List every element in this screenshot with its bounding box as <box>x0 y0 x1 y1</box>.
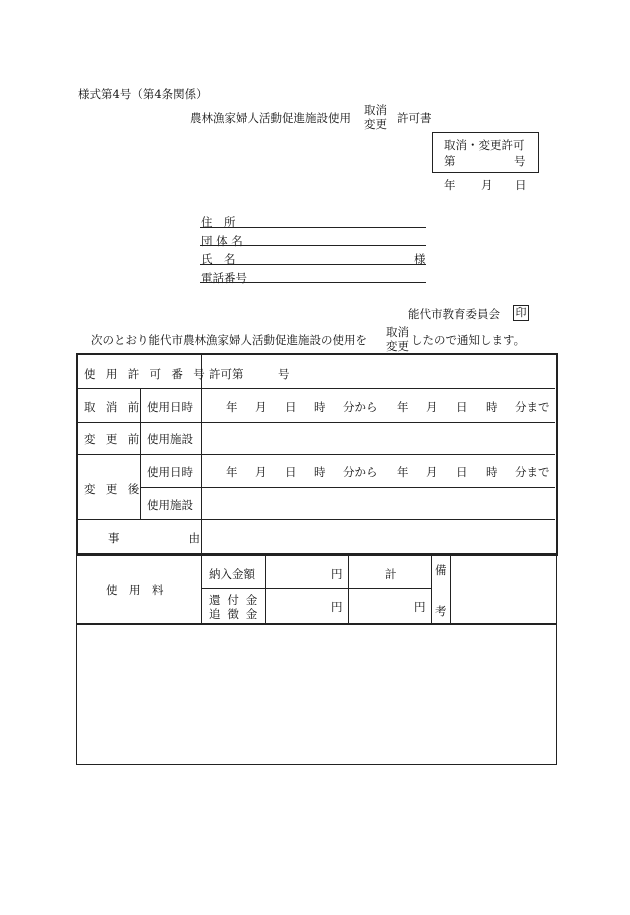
date-month: 月 <box>481 178 493 192</box>
address-label: 住 所 <box>201 215 236 229</box>
from-month: 月 <box>255 400 267 414</box>
title-options <box>364 103 387 131</box>
to-minute: 分まで <box>515 465 550 479</box>
to-day: 日 <box>456 465 468 479</box>
before-cancel-label: 取消前 <box>84 400 150 414</box>
from-hour: 時 <box>314 400 326 414</box>
reason-label: 事 由 <box>108 531 229 545</box>
org-name-label: 団 体 名 <box>201 234 243 248</box>
permit-number-label: 使用許可番号 <box>84 367 216 381</box>
fee-label: 使 用 料 <box>106 583 164 597</box>
title-suffix: 許可書 <box>397 111 432 125</box>
address-underline <box>200 227 426 228</box>
seal-stamp: 印 <box>513 305 529 321</box>
to-day: 日 <box>456 400 468 414</box>
use-datetime-label: 使用日時 <box>147 400 193 414</box>
after-change-label: 変更後 <box>84 482 150 496</box>
permit-box-prefix: 第 <box>444 154 456 168</box>
from-minute: 分から <box>343 400 378 414</box>
payment-amount-label: 納入金額 <box>209 567 255 581</box>
from-year: 年 <box>226 400 238 414</box>
permit-box-suffix: 号 <box>514 154 526 168</box>
issuer-name: 能代市教育委員会 <box>408 307 500 321</box>
from-day: 日 <box>285 400 297 414</box>
remarks-label-bottom: 考 <box>435 604 447 618</box>
payment-yen-unit: 円 <box>331 567 343 581</box>
from-month: 月 <box>255 465 267 479</box>
notice-option-change: 変更 <box>386 339 409 353</box>
from-hour: 時 <box>314 465 326 479</box>
title-option-change: 変更 <box>364 117 387 131</box>
honorific: 様 <box>414 252 426 266</box>
notice-suffix: したので通知します。 <box>411 333 526 347</box>
to-year: 年 <box>397 400 409 414</box>
phone-underline <box>200 282 426 283</box>
use-datetime-label: 使用日時 <box>147 465 193 479</box>
to-month: 月 <box>426 465 438 479</box>
notice-option-cancel: 取消 <box>386 325 409 339</box>
permit-box-label: 取消・変更許可 <box>444 138 525 152</box>
title-option-cancel: 取消 <box>364 103 387 117</box>
notice-options <box>386 325 409 353</box>
to-hour: 時 <box>486 400 498 414</box>
to-minute: 分まで <box>515 400 550 414</box>
row-divider <box>77 454 555 455</box>
from-minute: 分から <box>343 465 378 479</box>
date-year: 年 <box>444 178 456 192</box>
row-divider <box>77 422 555 423</box>
phone-label: 電話番号 <box>201 271 247 285</box>
blank-area <box>76 623 557 765</box>
org-name-underline <box>200 245 426 246</box>
name-label: 氏 名 <box>201 252 236 266</box>
row-divider <box>202 588 431 589</box>
total-label: 計 <box>385 567 397 581</box>
refund-yen-unit: 円 <box>331 600 343 614</box>
to-month: 月 <box>426 400 438 414</box>
col-divider <box>201 354 202 553</box>
col-divider <box>450 554 451 623</box>
date-day: 日 <box>515 178 527 192</box>
row-divider <box>140 487 555 488</box>
to-year: 年 <box>397 465 409 479</box>
from-day: 日 <box>285 465 297 479</box>
row-divider <box>77 388 555 389</box>
from-year: 年 <box>226 465 238 479</box>
additional-fee-label: 追徴金 <box>209 607 265 621</box>
to-hour: 時 <box>486 465 498 479</box>
remarks-label-top: 備 <box>435 563 447 577</box>
name-underline <box>200 264 426 265</box>
permit-number-value: 許可第 号 <box>209 367 290 381</box>
col-divider <box>431 554 432 623</box>
document-title: 農林漁家婦人活動促進施設使用 <box>190 111 351 125</box>
refund-label: 還付金 <box>209 593 265 607</box>
use-facility-label: 使用施設 <box>147 432 193 446</box>
row-divider <box>77 519 555 520</box>
before-change-label: 変更前 <box>84 432 150 446</box>
form-number: 様式第4号（第4条関係） <box>78 87 208 101</box>
use-facility-label: 使用施設 <box>147 498 193 512</box>
total-yen-unit: 円 <box>414 600 426 614</box>
notice-prefix: 次のとおり能代市農林漁家婦人活動促進施設の使用を <box>91 333 367 347</box>
